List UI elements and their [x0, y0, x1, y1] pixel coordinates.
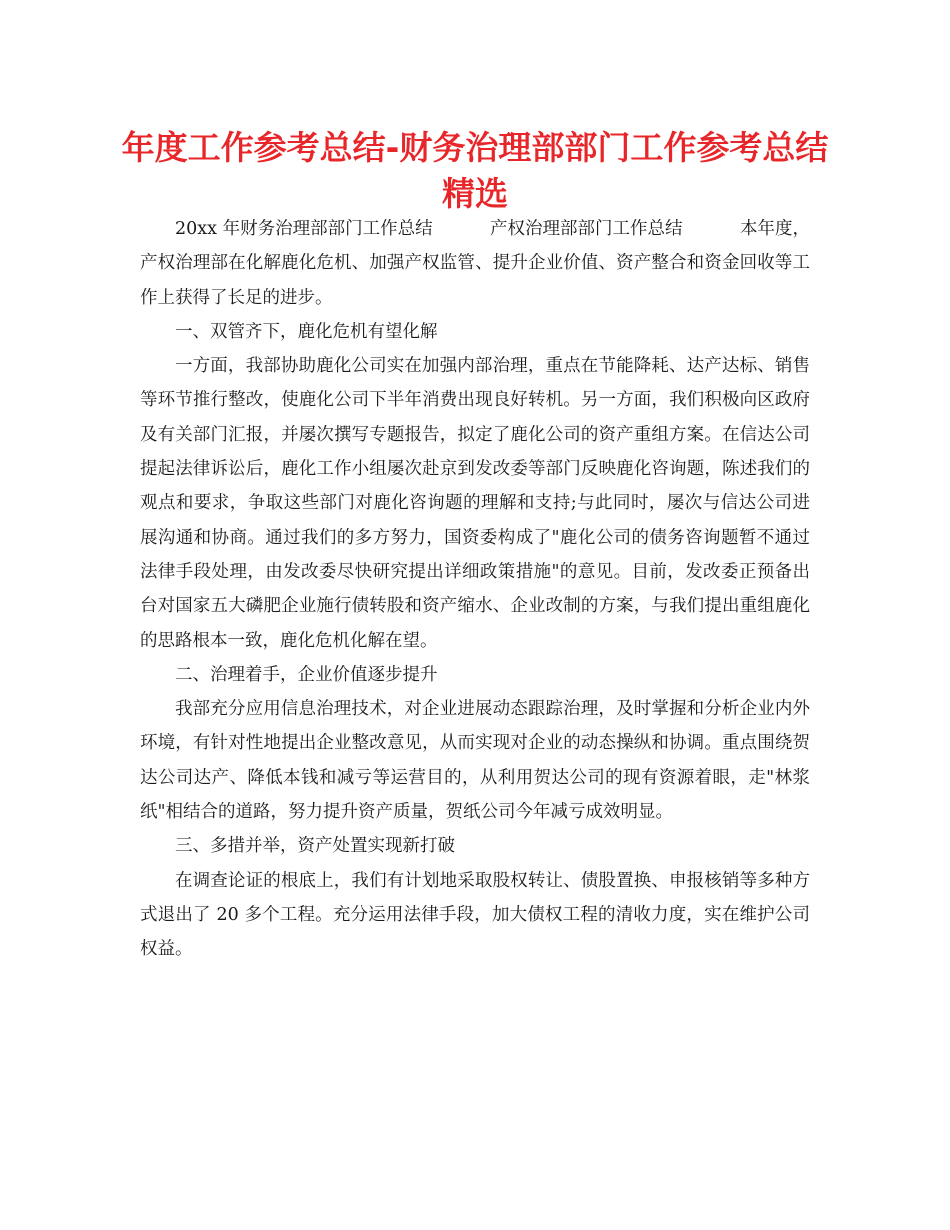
document-title-line1: 年度工作参考总结-财务治理部部门工作参考总结 — [121, 128, 829, 167]
section-paragraph: 我部充分应用信息治理技术，对企业进展动态跟踪治理，及时掌握和分析企业内外环境，有针对性地提出企业整改意见，从而实现对企业的动态操纵和协调。重点围绕贺达公司达产、降低本钱和减亏等运营目的，从利用贺达公司的现有资源着眼，走"林浆纸"相结合的道路，努力提升资产质量，贺纸公司今年减亏成效明显。 — [140, 699, 810, 823]
section-heading: 二、治理着手，企业价值逐步提升 — [175, 664, 438, 685]
intro-paragraph: 产权治理部在化解鹿化危机、加强产权监管、提升企业价值、资产整合和资金回收等工作上获得了长足的进步。 — [140, 253, 810, 308]
section-heading: 一、双管齐下，鹿化危机有望化解 — [175, 321, 438, 342]
document-body — [140, 212, 810, 967]
intro-part2: 产权治理部部门工作总结 — [490, 219, 683, 239]
intro-part1: 20xx 年财务治理部部门工作总结 — [175, 219, 433, 239]
section-paragraph: 在调查论证的根底上，我们有计划地采取股权转让、债股置换、申报核销等多种方式退出了 20 多个工程。充分运用法律手段，加大债权工程的清收力度，实在维护公司权益。 — [140, 870, 810, 960]
intro-first-line — [140, 212, 810, 246]
section-paragraph: 一方面，我部协助鹿化公司实在加强内部治理，重点在节能降耗、达产达标、销售等环节推行整改，使鹿化公司下半年消费出现良好转机。另一方面，我们积极向区政府及有关部门汇报，并屡次撰写专题报告，拟定了鹿化公司的资产重组方案。在信达公司提起法律诉讼后，鹿化工作小组屡次赴京到发改委等部门反映鹿化咨询题，陈述我们的观点和要求，争取这些部门对鹿化咨询题的理解和支持;与此同时，屡次与信达公司进展沟通和协商。通过我们的多方努力，国资委构成了"鹿化公司的债务咨询题暂不通过法律手段处理，由发改委尽快研究提出详细政策措施"的意见。目前，发改委正预备出台对国家五大磷肥企业施行债转股和资产缩水、企业改制的方案，与我们提出重组鹿化的思路根本一致，鹿化危机化解在望。 — [140, 356, 810, 651]
document-title-line2: 精选 — [442, 174, 508, 213]
intro-part3: 本年度， — [739, 219, 810, 239]
section-heading: 三、多措并举，资产处置实现新打破 — [175, 836, 455, 857]
